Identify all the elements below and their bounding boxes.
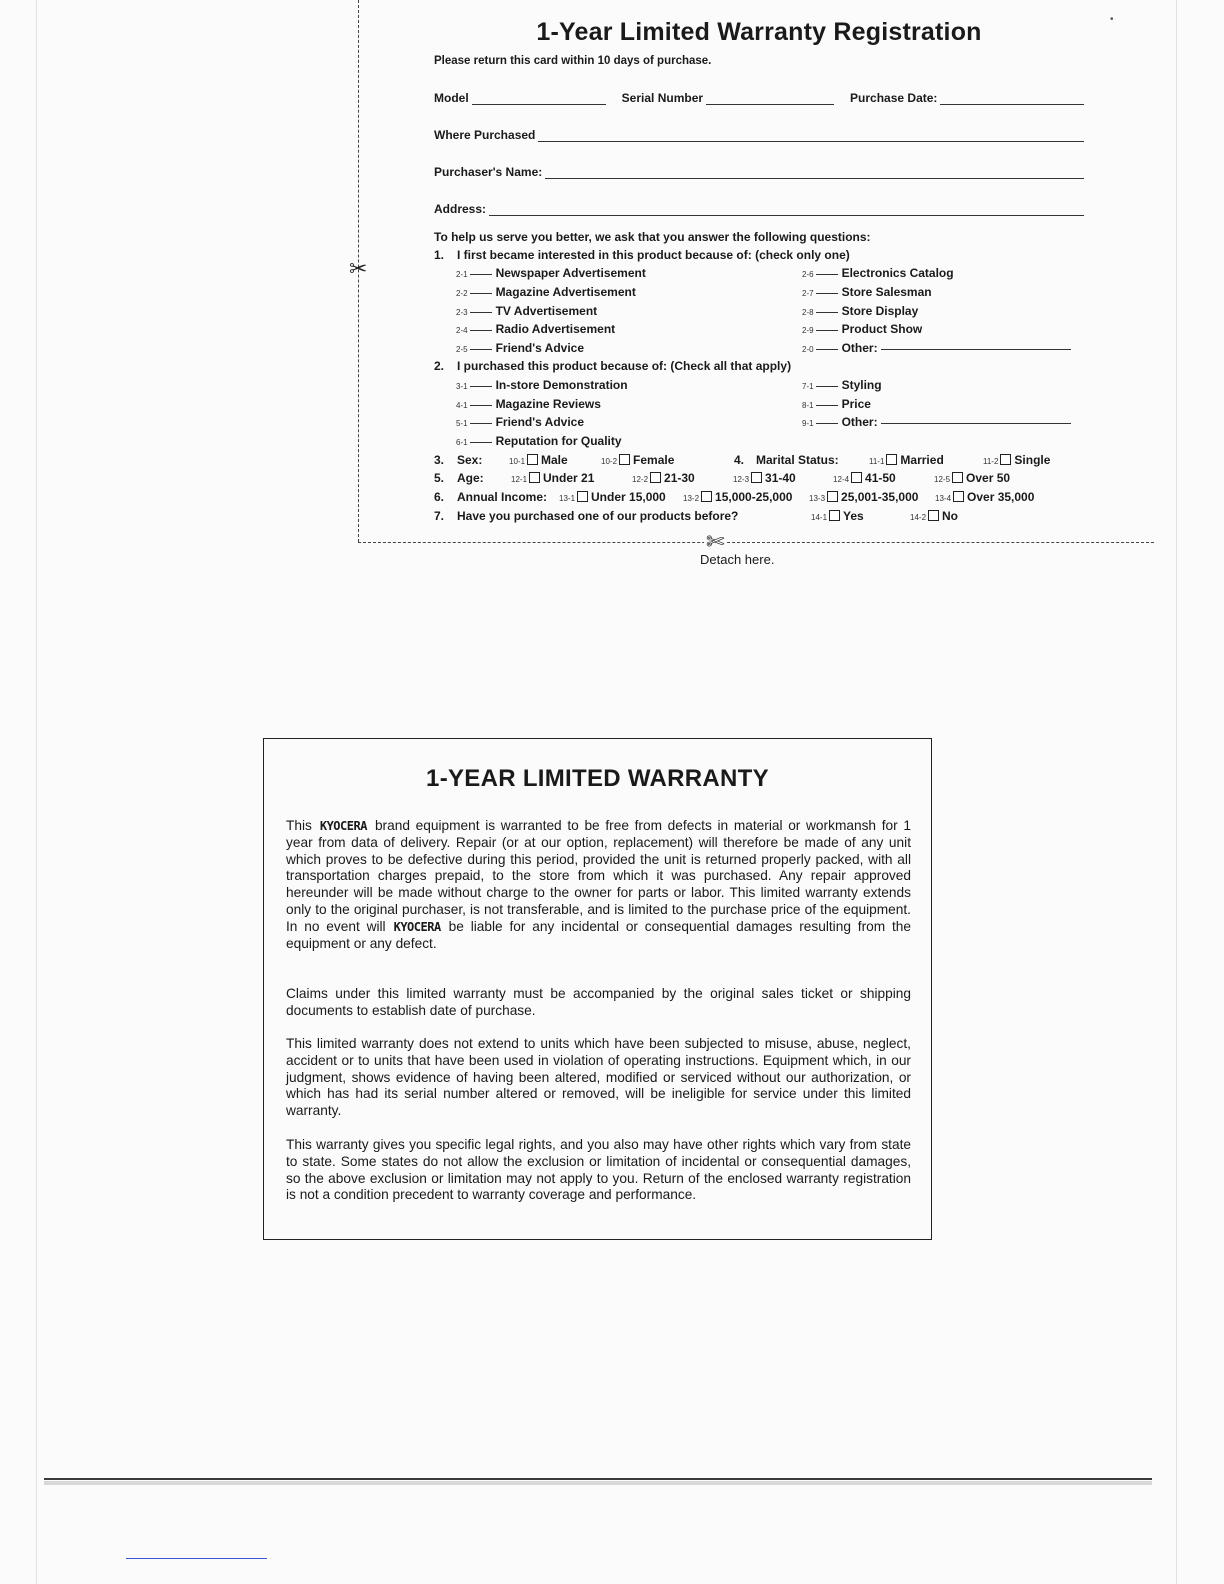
option-code: 3-1 <box>456 382 468 391</box>
option-code: 13-4 <box>935 494 952 503</box>
checkbox[interactable] <box>1000 454 1011 465</box>
sex-female-checkbox[interactable] <box>601 453 674 467</box>
answer-blank <box>816 311 838 313</box>
kyocera-logo: KYOCERA <box>393 919 441 934</box>
answer-blank <box>470 385 492 387</box>
registration-title: 1-Year Limited Warranty Registration <box>536 18 982 46</box>
purchase-date-field[interactable] <box>940 94 1084 105</box>
purchaser-name-row <box>434 165 1084 179</box>
scissors-icon: ✄ <box>706 529 725 554</box>
scissors-icon: ✂ <box>349 256 368 281</box>
q1-option[interactable] <box>456 341 584 355</box>
q2-option[interactable] <box>456 415 584 429</box>
option-label: Store Salesman <box>841 285 932 299</box>
option-code: 5-1 <box>456 419 468 428</box>
option-code: 2-1 <box>456 270 468 279</box>
q5-number: 5. <box>434 471 445 485</box>
serial-label: Serial Number <box>621 91 704 105</box>
q1-option[interactable] <box>802 285 932 299</box>
answer-blank <box>816 385 838 387</box>
kyocera-logo: KYOCERA <box>319 819 367 833</box>
option-label: Male <box>541 453 568 467</box>
warranty-paragraph-2: Claims under this limited warranty must be accompanied by the original sales ticket or shipping documents to establish date of purchase. <box>286 986 911 1018</box>
checkbox[interactable] <box>953 491 964 502</box>
option-code: 13-1 <box>559 494 576 503</box>
q2-option[interactable] <box>802 397 871 411</box>
option-label: Magazine Reviews <box>495 397 601 411</box>
option-code: 14-2 <box>910 513 927 522</box>
q7-number: 7. <box>434 509 445 523</box>
q4-label: Marital Status: <box>756 453 839 467</box>
age-checkbox[interactable] <box>511 471 594 485</box>
option-label: Radio Advertisement <box>495 322 616 336</box>
option-label: 21-30 <box>664 471 695 485</box>
q1-option[interactable] <box>456 322 615 336</box>
purchaser-name-label: Purchaser's Name: <box>434 165 543 179</box>
model-serial-date-row <box>434 91 1084 105</box>
option-label: In-store Demonstration <box>495 378 628 392</box>
option-code: 2-9 <box>802 326 814 335</box>
purchaser-name-field[interactable] <box>545 168 1084 179</box>
option-label: Single <box>1014 453 1051 467</box>
detach-label: Detach here. <box>700 552 775 567</box>
q6-label: Annual Income: <box>457 490 548 504</box>
sex-male-checkbox[interactable] <box>509 453 568 467</box>
answer-blank <box>816 348 838 350</box>
q1-option[interactable] <box>456 304 597 318</box>
option-code: 7-1 <box>802 382 814 391</box>
checkbox[interactable] <box>529 472 540 483</box>
option-code: 12-1 <box>511 475 528 484</box>
address-label: Address: <box>434 202 487 216</box>
option-code: 12-3 <box>733 475 750 484</box>
prior-purchase-no-checkbox[interactable] <box>910 509 958 523</box>
option-label: Married <box>900 453 944 467</box>
answer-blank <box>470 348 492 350</box>
option-code: 12-2 <box>632 475 649 484</box>
option-code: 2-6 <box>802 270 814 279</box>
option-code: 12-4 <box>833 475 850 484</box>
paragraph-text: This <box>286 818 312 833</box>
option-code: 12-5 <box>934 475 951 484</box>
checkbox[interactable] <box>650 472 661 483</box>
option-code: 13-2 <box>683 494 700 503</box>
option-code: 6-1 <box>456 438 468 447</box>
checkbox[interactable] <box>829 510 840 521</box>
option-label: Other: <box>841 341 878 355</box>
q1-option[interactable] <box>802 304 918 318</box>
q1-number: 1. <box>434 248 445 262</box>
option-label: Price <box>841 397 871 411</box>
survey-intro: To help us serve you better, we ask that you answer the following questions: <box>434 230 871 244</box>
purchase-date-label: Purchase Date: <box>850 91 938 105</box>
q2-number: 2. <box>434 359 445 373</box>
checkbox[interactable] <box>619 454 630 465</box>
horizontal-cut-line <box>358 542 1154 543</box>
option-code: 14-1 <box>811 513 828 522</box>
q2-text: I purchased this product because of: (Check all that apply) <box>457 359 792 373</box>
option-code: 2-8 <box>802 308 814 317</box>
fold-shadow <box>44 1481 1152 1485</box>
checkbox[interactable] <box>827 491 838 502</box>
checkbox[interactable] <box>527 454 538 465</box>
option-label: No <box>942 509 959 523</box>
option-label: Electronics Catalog <box>841 266 954 280</box>
marital-single-checkbox[interactable] <box>983 453 1050 467</box>
checkbox[interactable] <box>751 472 762 483</box>
q1-option[interactable] <box>456 266 646 280</box>
income-checkbox[interactable] <box>683 490 792 504</box>
page-edge-right <box>1176 0 1177 1584</box>
option-label: 25,001-35,000 <box>841 490 919 504</box>
q7-label: Have you purchased one of our products before? <box>457 509 739 523</box>
q6-number: 6. <box>434 490 445 504</box>
model-field[interactable] <box>472 94 606 105</box>
page-edge-left <box>36 0 37 1584</box>
option-code: 2-5 <box>456 345 468 354</box>
answer-blank <box>816 273 838 275</box>
answer-blank <box>470 292 492 294</box>
option-code: 10-1 <box>509 457 526 466</box>
warranty-title: 1-YEAR LIMITED WARRANTY <box>426 765 769 792</box>
option-label: 15,000-25,000 <box>715 490 793 504</box>
checkbox[interactable] <box>851 472 862 483</box>
other-field[interactable] <box>881 348 1071 350</box>
q3-number: 3. <box>434 453 445 467</box>
option-label: Magazine Advertisement <box>495 285 636 299</box>
paragraph-text: brand equipment is warranted to be free from defects in material or workmansh for 1 year from data of delivery. Repair (or at our option, replacement) will therefore be made of any unit which proves to be defective during this period, provided the unit is returned properly packed, with all transportation charges prepaid, to the store from which it was purchased. Any repair approved hereunder will be made without charge to the owner for parts or labor. This limited warranty extends only to the original purchaser, is not transferable, and is limited to the purchase price of the equipment. In no event will <box>286 818 911 934</box>
answer-blank <box>816 422 838 424</box>
q3-label: Sex: <box>457 453 483 467</box>
income-checkbox[interactable] <box>559 490 666 504</box>
checkbox[interactable] <box>577 491 588 502</box>
q1-option[interactable] <box>802 266 954 280</box>
answer-blank <box>816 404 838 406</box>
option-code: 2-2 <box>456 289 468 298</box>
option-label: Store Display <box>841 304 919 318</box>
option-label: TV Advertisement <box>495 304 598 318</box>
option-label: Under 21 <box>543 471 595 485</box>
age-checkbox[interactable] <box>934 471 1010 485</box>
age-checkbox[interactable] <box>733 471 796 485</box>
checkbox[interactable] <box>886 454 897 465</box>
model-label: Model <box>434 91 469 105</box>
scan-speck: • <box>1110 14 1114 25</box>
other-field[interactable] <box>881 422 1071 424</box>
income-checkbox[interactable] <box>935 490 1034 504</box>
answer-blank <box>816 329 838 331</box>
warranty-paragraph-3: This limited warranty does not extend to units which have been subjected to misuse, abuse, neglect, accident or to units that have been used in violation of operating instructions. Equipment which, in our judgment, shows evidence of having been altered, modified or serviced without our authorization, or which has had its serial number altered or removed, will be ineligible for service under this limited warranty. <box>286 1036 911 1119</box>
option-label: 31-40 <box>765 471 796 485</box>
fold-line <box>44 1478 1152 1480</box>
option-code: 9-1 <box>802 419 814 428</box>
where-purchased-field[interactable] <box>538 131 1084 142</box>
address-row <box>434 202 1084 216</box>
option-label: Other: <box>841 415 878 429</box>
option-code: 13-3 <box>809 494 826 503</box>
q2-option[interactable] <box>456 434 622 448</box>
where-purchased-row <box>434 128 1084 142</box>
prior-purchase-yes-checkbox[interactable] <box>811 509 864 523</box>
registration-subtitle: Please return this card within 10 days of purchase. <box>434 55 712 67</box>
age-checkbox[interactable] <box>632 471 695 485</box>
q2-option[interactable] <box>802 378 882 392</box>
option-label: Reputation for Quality <box>495 434 622 448</box>
income-checkbox[interactable] <box>809 490 918 504</box>
q2-option[interactable] <box>456 397 601 411</box>
where-purchased-label: Where Purchased <box>434 128 536 142</box>
option-code: 4-1 <box>456 401 468 410</box>
option-label: Friend's Advice <box>495 341 584 355</box>
age-checkbox[interactable] <box>833 471 896 485</box>
q4-number: 4. <box>734 453 745 467</box>
answer-blank <box>470 273 492 275</box>
option-label: Product Show <box>841 322 923 336</box>
q5-label: Age: <box>457 471 484 485</box>
blue-underline <box>126 1558 267 1559</box>
q1-option[interactable] <box>802 322 922 336</box>
marital-married-checkbox[interactable] <box>869 453 944 467</box>
option-label: Newspaper Advertisement <box>495 266 646 280</box>
q1-option[interactable] <box>456 285 636 299</box>
option-label: Yes <box>843 509 864 523</box>
option-label: Under 15,000 <box>591 490 666 504</box>
answer-blank <box>470 404 492 406</box>
option-code: 10-2 <box>601 457 618 466</box>
checkbox[interactable] <box>952 472 963 483</box>
paragraph-text: be liable for any incidental or consequential damages resulting from the equipment or any defect. <box>286 918 911 951</box>
option-label: Styling <box>841 378 882 392</box>
q1-option-other[interactable] <box>802 341 1071 355</box>
answer-blank <box>470 441 492 443</box>
option-code: 2-4 <box>456 326 468 335</box>
option-code: 2-0 <box>802 345 814 354</box>
q1-text: I first became interested in this product because of: (check only one) <box>457 248 850 262</box>
option-code: 2-3 <box>456 308 468 317</box>
option-label: Friend's Advice <box>495 415 584 429</box>
option-label: 41-50 <box>865 471 896 485</box>
q2-option[interactable] <box>456 378 628 392</box>
option-code: 8-1 <box>802 401 814 410</box>
checkbox[interactable] <box>701 491 712 502</box>
option-code: 11-2 <box>983 457 999 466</box>
answer-blank <box>470 311 492 313</box>
warranty-paragraph-4: This warranty gives you specific legal rights, and you also may have other rights which vary from state to state. Some states do not allow the exclusion or limitation of incidental or consequential damages, so the above exclusion or limitation may not apply to you. Return of the enclosed warranty registration is not a condition precedent to warranty coverage and performance. <box>286 1137 911 1203</box>
answer-blank <box>470 329 492 331</box>
serial-field[interactable] <box>706 94 834 105</box>
answer-blank <box>470 422 492 424</box>
option-label: Over 35,000 <box>967 490 1035 504</box>
option-code: 11-1 <box>869 457 885 466</box>
warranty-paragraph-1 <box>286 818 911 952</box>
checkbox[interactable] <box>928 510 939 521</box>
q2-option-other[interactable] <box>802 415 1071 429</box>
option-label: Over 50 <box>966 471 1011 485</box>
address-field[interactable] <box>489 205 1084 216</box>
option-label: Female <box>633 453 675 467</box>
answer-blank <box>816 292 838 294</box>
option-code: 2-7 <box>802 289 814 298</box>
